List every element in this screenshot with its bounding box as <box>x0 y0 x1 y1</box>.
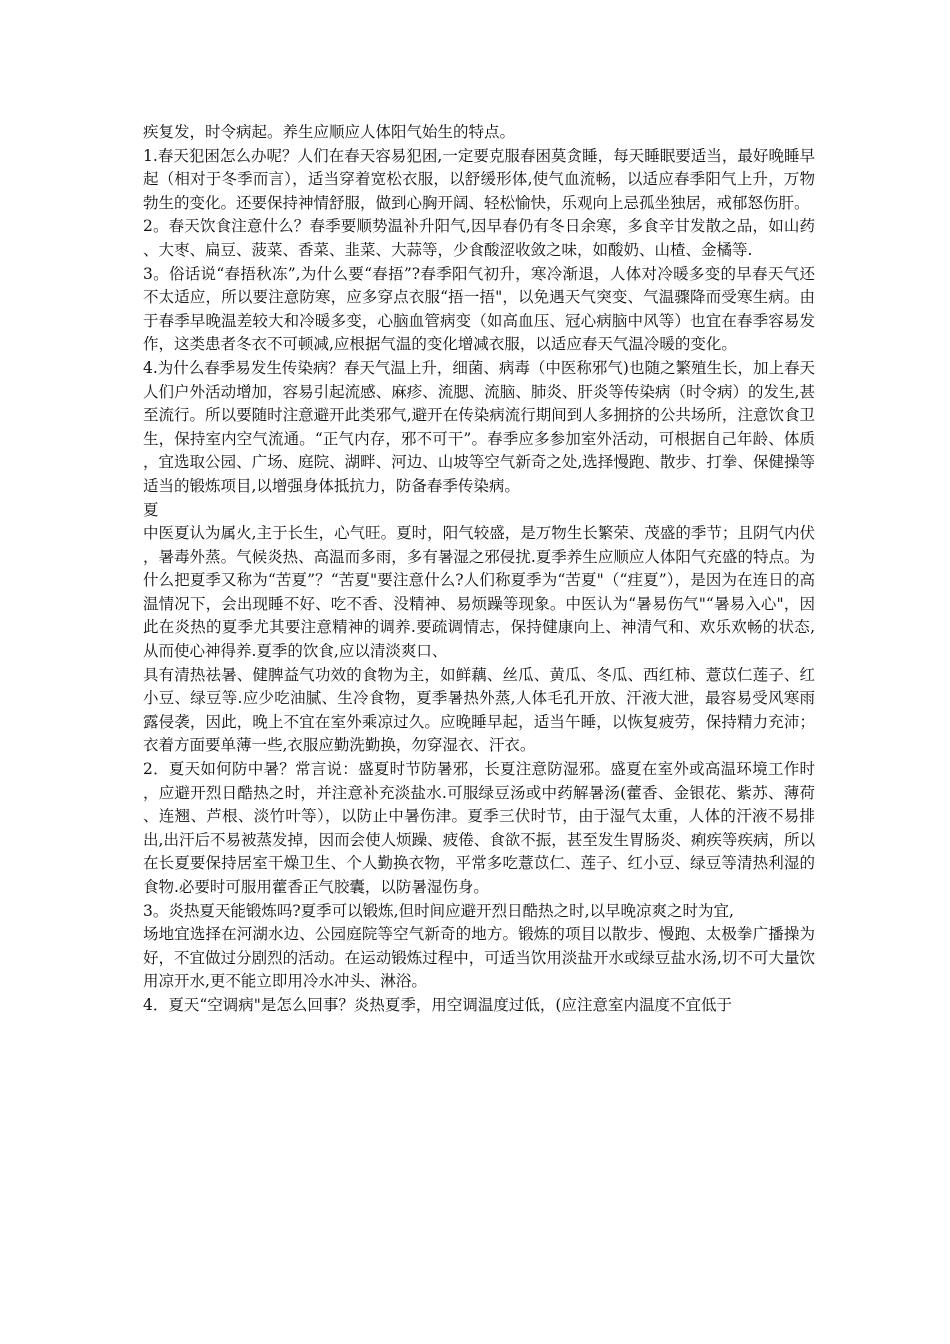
paragraph-intro: 疾复发，时令病起。养生应顺应人体阳气始生的特点。 <box>143 123 516 141</box>
paragraph-summer-heatstroke: 2．夏天如何防中暑？常言说：盛夏时节防暑邪，长夏注意防湿邪。盛夏在室外或高温环境工作时，应避开烈日酷热之时，并注意补充淡盐水.可服绿豆汤或中药解暑汤(藿香、金银花、紫苏、薄荷、连翘、芦根、淡竹叶等），以防止中暑伤津。夏季三伏时节，由于湿气太重，人体的汗液不易排出,出汗后不易被蒸发掉，因而会使人烦躁、疲倦、食欲不振，甚至发生胃肠炎、痢疾等疾病，所以在长夏要保持居室干燥卫生、个人勤换衣物，平常多吃薏苡仁、莲子、红小豆、绿豆等清热利湿的食物.必要时可服用藿香正气胶囊，以防暑湿伤身。 <box>143 760 815 896</box>
section-heading-summer: 夏 <box>143 500 159 519</box>
paragraph-summer-exercise: 3。炎热夏天能锻炼吗?夏季可以锻炼,但时间应避开烈日酷热之时,以早晚凉爽之时为宜, <box>143 901 734 920</box>
paragraph-spring-dressing: 3。俗话说“春捂秋冻”,为什么要“春捂”?春季阳气初升，寒冷渐退，人体对冷暖多变的早春天气还不太适应，所以要注意防寒，应多穿点衣服“捂一捂"，以免遇天气突变、气温骤降而受寒生病。由于春季早晚温差较大和冷暖多变，心脑血管病变（如高血压、冠心病脑中风等）也宜在春季容易发作，这类患者冬衣不可顿减,应根据气温的变化增减衣服，以适应春天气温冷暖的变化。 <box>143 264 815 354</box>
paragraph-spring-diet: 2。春天饮食注意什么？春季要顺势温补升阳气,因早春仍有冬日余寒，多食辛甘发散之品，如山药、大枣、扁豆、菠菜、香菜、韭菜、大蒜等，少食酸涩收敛之味，如酸奶、山楂、金橘等. <box>143 217 815 259</box>
paragraph-summer-aircon: 4．夏天“空调病"是怎么回事？炎热夏季，用空调温度过低，(应注意室内温度不宜低于 <box>143 995 732 1014</box>
paragraph-spring-infection: 4.为什么春季易发生传染病？春天气温上升，细菌、病毒（中医称邪气)也随之繁殖生长，加上春天人们户外活动增加，容易引起流感、麻疹、流腮、流脑、肺炎、肝炎等传染病（时令病）的发生,甚至流行。所以要随时注意避开此类邪气,避开在传染病流行期间到人多拥挤的公共场所，注意饮食卫生，保持室内空气流通。“正气内存，邪不可干”。春季应多参加室外活动，可根据自己年龄、体质，宜选取公园、广场、庭院、湖畔、河边、山坡等空气新奇之处,选择慢跑、散步、打拳、保健操等适当的锻炼项目,以增强身体抵抗力，防备春季传染病。 <box>143 358 815 495</box>
paragraph-summer-exercise-cont: 场地宜选择在河湖水边、公园庭院等空气新奇的地方。锻炼的项目以散步、慢跑、太极拳广播操为好，不宜做过分剧烈的活动。在运动锻炼过程中，可适当饮用淡盐开水或绿豆盐水汤,切不可大量饮用凉开水,更不能立即用冷水冲头、淋浴。 <box>143 925 815 991</box>
paragraph-summer-diet: 具有清热祛暑、健脾益气功效的食物为主，如鲜藕、丝瓜、黄瓜、冬瓜、西红柿、薏苡仁莲子、红小豆、绿豆等.应少吃油腻、生冷食物，夏季暑热外蒸,人体毛孔开放、汗液大泄，最容易受风寒雨露侵袭，因此，晚上不宜在室外乘凉过久。应晚睡早起，适当午睡，以恢复疲劳，保持精力充沛；衣着方面要单薄一些,衣服应勤洗勤换，勿穿湿衣、汗衣。 <box>143 665 815 755</box>
paragraph-summer-intro: 中医夏认为属火,主于长生，心气旺。夏时，阳气较盛，是万物生长繁荣、茂盛的季节；且阴气内伏，暑毒外蒸。气候炎热、高温而多雨，多有暑湿之邪侵扰.夏季养生应顺应人体阳气充盛的特点。为什么把夏季又称为“苦夏”？“苦夏"要注意什么?人们称夏季为“苦夏"（“疰夏”），是因为在连日的高温情况下，会出现睡不好、吃不香、没精神、易烦躁等现象。中医认为“暑易伤气"“暑易入心"，因此在炎热的夏季尤其要注意精神的调养.要疏调情志，保持健康向上、神清气和、欢乐欢畅的状态,从而使心神得养.夏季的饮食,应以清淡爽口、 <box>143 524 815 661</box>
paragraph-spring-drowsiness: 1.春天犯困怎么办呢？人们在春天容易犯困,一定要克服春困莫贪睡，每天睡眠要适当，最好晚睡早起（相对于冬季而言），适当穿着宽松衣服，以舒缓形体,使气血流畅，以适应春季阳气上升，万物勃生的变化。还要保持神情舒服，做到心胸开阔、轻松愉快，乐观向上忌孤坐独居，戒郁怒伤肝。 <box>143 146 815 212</box>
document-page <box>143 121 815 1018</box>
